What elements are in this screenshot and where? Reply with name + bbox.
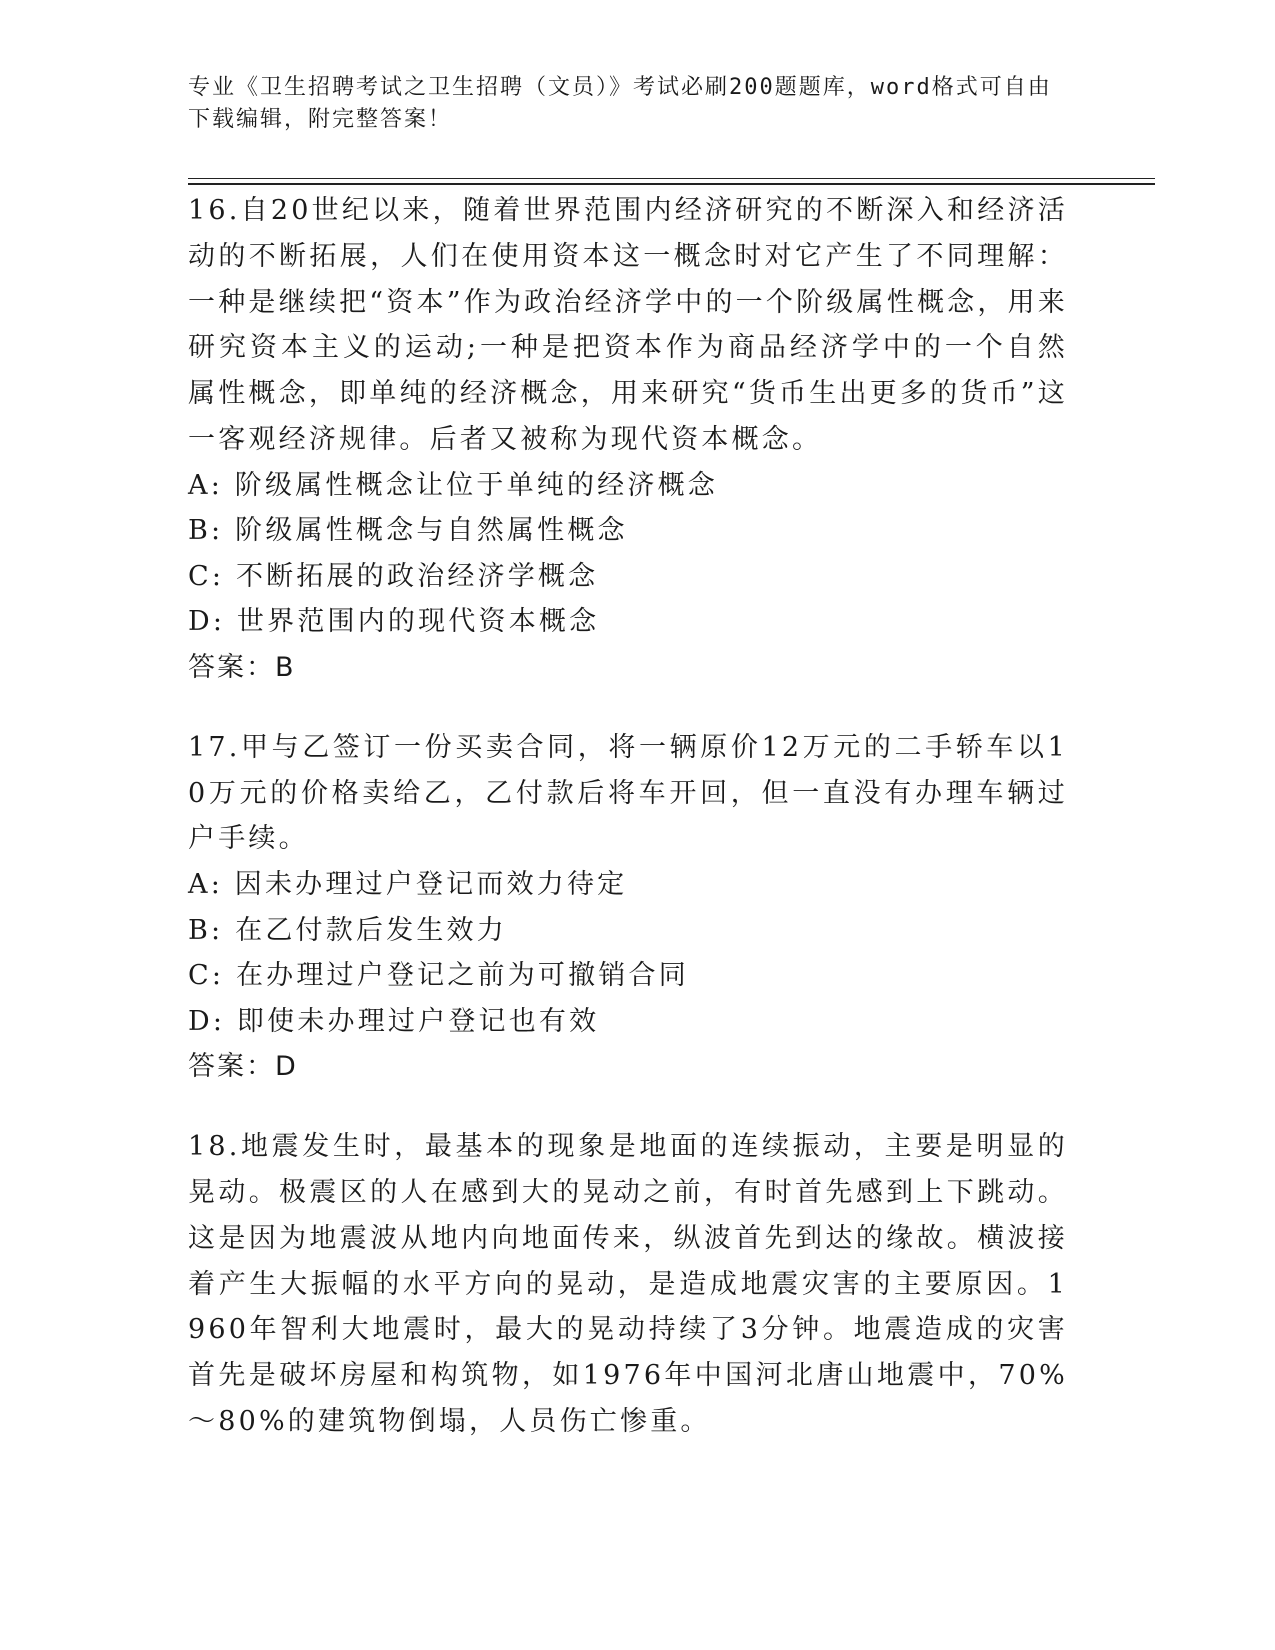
option-c: C: 不断拓展的政治经济学概念 — [188, 560, 599, 592]
question-17 — [188, 725, 1068, 1090]
answer-line: 答案：B — [188, 651, 296, 683]
option-b: B: 阶级属性概念与自然属性概念 — [188, 515, 628, 547]
header-divider-thick — [188, 183, 1155, 185]
question-stem: 17.甲与乙签订一份买卖合同，将一辆原价12万元的二手轿车以10万元的价格卖给乙，乙付款后将车开回，但一直没有办理车辆过户手续。 — [188, 731, 1068, 855]
option-d: D: 即使未办理过户登记也有效 — [188, 1005, 600, 1037]
header-divider-thin — [188, 178, 1155, 179]
option-a: A: 阶级属性概念让位于单纯的经济概念 — [188, 469, 718, 501]
document-header: 专业《卫生招聘考试之卫生招聘（文员）》考试必刷200题题库，word格式可自由下载编辑，附完整答案！ — [188, 75, 1052, 132]
option-a: A: 因未办理过户登记而效力待定 — [188, 869, 628, 901]
option-c: C: 在办理过户登记之前为可撤销合同 — [188, 960, 689, 992]
question-stem: 16.自20世纪以来，随着世界范围内经济研究的不断深入和经济活动的不断拓展，人们在使用资本这一概念时对它产生了不同理解：一种是继续把“资本”作为政治经济学中的一个阶级属性概念，用来研究资本主义的运动;一种是把资本作为商品经济学中的一个自然属性概念，即单纯的经济概念，用来研究“货币生出更多的货币”这一客观经济规律。后者又被称为现代资本概念。 — [188, 195, 1068, 455]
question-16 — [188, 188, 1068, 691]
question-list — [188, 188, 1068, 1479]
option-b: B: 在乙付款后发生效力 — [188, 914, 507, 946]
option-d: D: 世界范围内的现代资本概念 — [188, 606, 600, 638]
answer-line: 答案：D — [188, 1051, 298, 1083]
question-stem: 18.地震发生时，最基本的现象是地面的连续振动，主要是明显的晃动。极震区的人在感到大的晃动之前，有时首先感到上下跳动。这是因为地震波从地内向地面传来，纵波首先到达的缘故。横波接着产生大振幅的水平方向的晃动，是造成地震灾害的主要原因。1960年智利大地震时，最大的晃动持续了3分钟。地震造成的灾害首先是破坏房屋和构筑物，如1976年中国河北唐山地震中，70%～80%的建筑物倒塌，人员伤亡惨重。 — [188, 1131, 1068, 1437]
question-18 — [188, 1124, 1068, 1445]
